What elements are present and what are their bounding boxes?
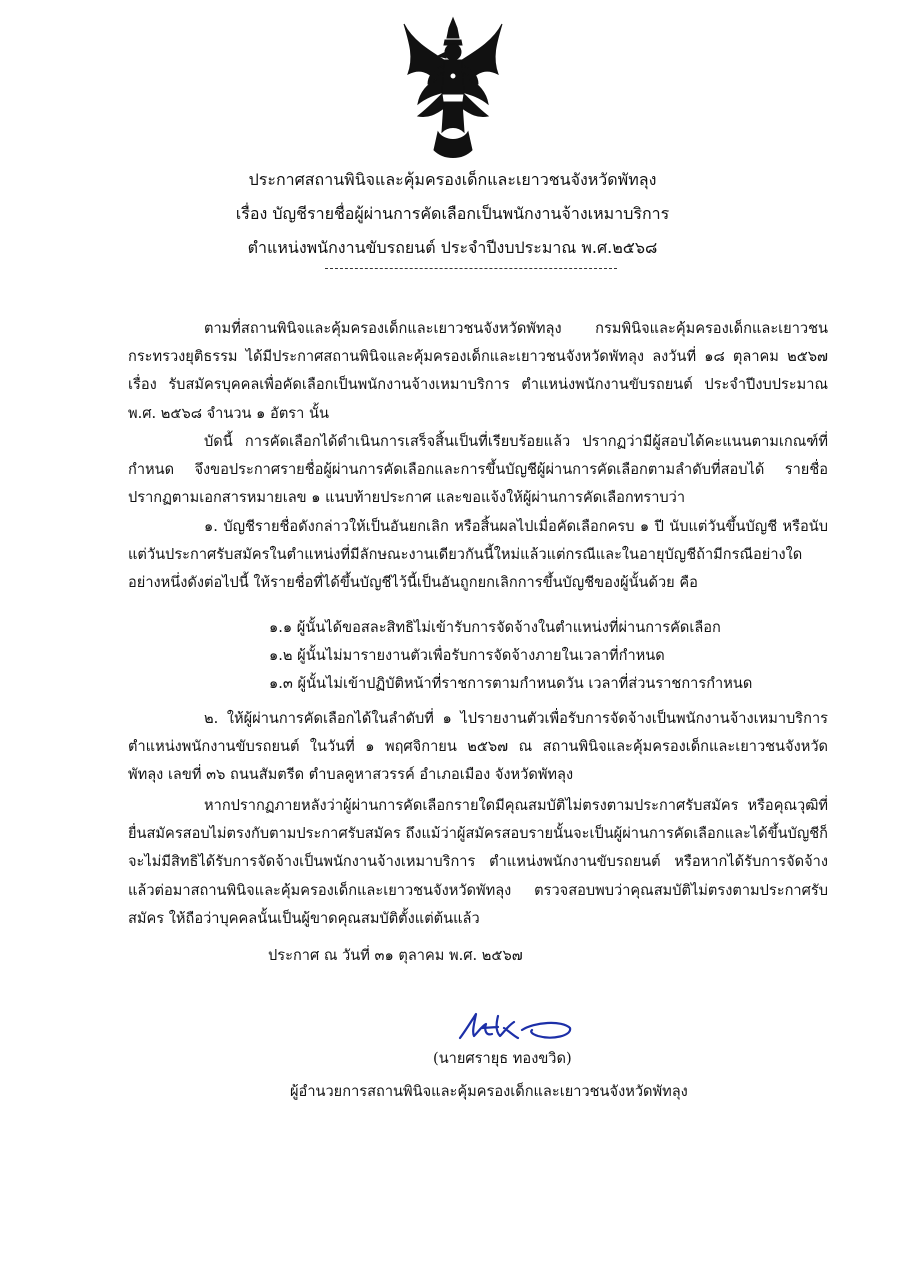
paragraph-announcement-background: ตามที่สถานพินิจและคุ้มครองเด็กและเยาวชนจังหวัดพัทลุง กรมพินิจและคุ้มครองเด็กและเยาวชน กระทรวงยุติธรรม ได้มีประกาศสถานพินิจและคุ้มครองเด็กและเยาวชนจังหวัดพัทลุง ลงวันที่ ๑๘ ตุลาคม ๒๕๖๗ เรื่อง รับสมัครบุคคลเพื่อคัดเลือกเป็นพนักงานจ้างเหมาบริการ ตำแหน่งพนักงานขับรถยนต์ ประจำปีงบประมาณ พ.ศ. ๒๕๖๘ จำนวน ๑ อัตรา นั้น [128, 320, 828, 422]
title-divider [325, 268, 617, 269]
paragraph-qualification-note: หากปรากฏภายหลังว่าผู้ผ่านการคัดเลือกรายใดมีคุณสมบัติไม่ตรงตามประกาศรับสมัคร หรือคุณวุฒิที่ยื่นสมัครสอบไม่ตรงกับตามประกาศรับสมัคร ถึงแม้ว่าผู้สมัครสอบรายนั้นจะเป็นผู้ผ่านการคัดเลือกและได้ขึ้นบัญชีก็จะไม่มีสิทธิได้รับการจัดจ้างเป็นพนักงานจ้างเหมาบริการ ตำแหน่งพนักงานขับรถยนต์ หรือหากได้รับการจัดจ้างแล้วต่อมาสถานพินิจและคุ้มครองเด็กและเยาวชนจังหวัดพัทลุง ตรวจสอบพบว่าคุณสมบัติไม่ตรงตามประกาศรับสมัคร ให้ถือว่าบุคคลนั้นเป็นผู้ขาดคุณสมบัติตั้งแต่ต้นแล้ว [128, 797, 828, 927]
paragraph-list-cancellation: ๑. บัญชีรายชื่อดังกล่าวให้เป็นอันยกเลิก หรือสิ้นผลไปเมื่อคัดเลือกครบ ๑ ปี นับแต่วันขึ้นบัญชี หรือนับแต่วันประกาศรับสมัครในตำแหน่งที่มีลักษณะงานเดียวกันนี้ใหม่แล้วแต่กรณีและในอายุบัญชีถ้ามีกรณีอย่างใดอย่างหนึ่งดังต่อไปนี้ ให้รายชื่อที่ได้ขึ้นบัญชีไว้นี้เป็นอันถูกยกเลิกการขึ้นบัญชีของผู้นั้นด้วย คือ [128, 518, 828, 592]
handwritten-signature [452, 1006, 582, 1051]
announcement-date: ประกาศ ณ วันที่ ๓๑ ตุลาคม พ.ศ. ๒๕๖๗ [268, 947, 523, 964]
sub-item-1-2: ๑.๒ ผู้นั้นไม่มารายงานตัวเพื่อรับการจัดจ้างภายในเวลาที่กำหนด [269, 647, 665, 664]
title-line-3: ตำแหน่งพนักงานขับรถยนต์ ประจำปีงบประมาณ พ.ศ.๒๕๖๘ [247, 238, 658, 257]
garuda-emblem-icon [398, 14, 508, 164]
signer-title: ผู้อำนวยการสถานพินิจและคุ้มครองเด็กและเยาวชนจังหวัดพัทลุง [290, 1083, 688, 1100]
signer-name: (นายศรายุธ ทองขวิด) [433, 1050, 572, 1067]
paragraph-selection-result: บัดนี้ การคัดเลือกได้ดำเนินการเสร็จสิ้นเป็นที่เรียบร้อยแล้ว ปรากฏว่ามีผู้สอบได้คะแนนตามเกณฑ์ที่กำหนด จึงขอประกาศรายชื่อผู้ผ่านการคัดเลือกและการขึ้นบัญชีผู้ผ่านการคัดเลือกตามลำดับที่สอบได้ รายชื่อปรากฏตามเอกสารหมายเลข ๑ แนบท้ายประกาศ และขอแจ้งให้ผู้ผ่านการคัดเลือกทราบว่า [128, 433, 828, 507]
paragraph-report-instruction: ๒. ให้ผู้ผ่านการคัดเลือกได้ในลำดับที่ ๑ ไปรายงานตัวเพื่อรับการจัดจ้างเป็นพนักงานจ้างเหมาบริการ ตำแหน่งพนักงานขับรถยนต์ ในวันที่ ๑ พฤศจิกายน ๒๕๖๗ ณ สถานพินิจและคุ้มครองเด็กและเยาวชนจังหวัดพัทลุง เลขที่ ๓๖ ถนนสัมตรีด ตำบลคูหาสวรรค์ อำเภอเมือง จังหวัดพัทลุง [128, 710, 828, 784]
sub-item-1-3: ๑.๓ ผู้นั้นไม่เข้าปฏิบัติหน้าที่ราชการตามกำหนดวัน เวลาที่ส่วนราชการกำหนด [269, 675, 753, 692]
sub-item-1-1: ๑.๑ ผู้นั้นได้ขอสละสิทธิไม่เข้ารับการจัดจ้างในตำแหน่งที่ผ่านการคัดเลือก [269, 619, 721, 636]
title-line-1: ประกาศสถานพินิจและคุ้มครองเด็กและเยาวชนจังหวัดพัทลุง [248, 170, 657, 189]
title-line-2: เรื่อง บัญชีรายชื่อผู้ผ่านการคัดเลือกเป็นพนักงานจ้างเหมาบริการ [235, 204, 670, 223]
